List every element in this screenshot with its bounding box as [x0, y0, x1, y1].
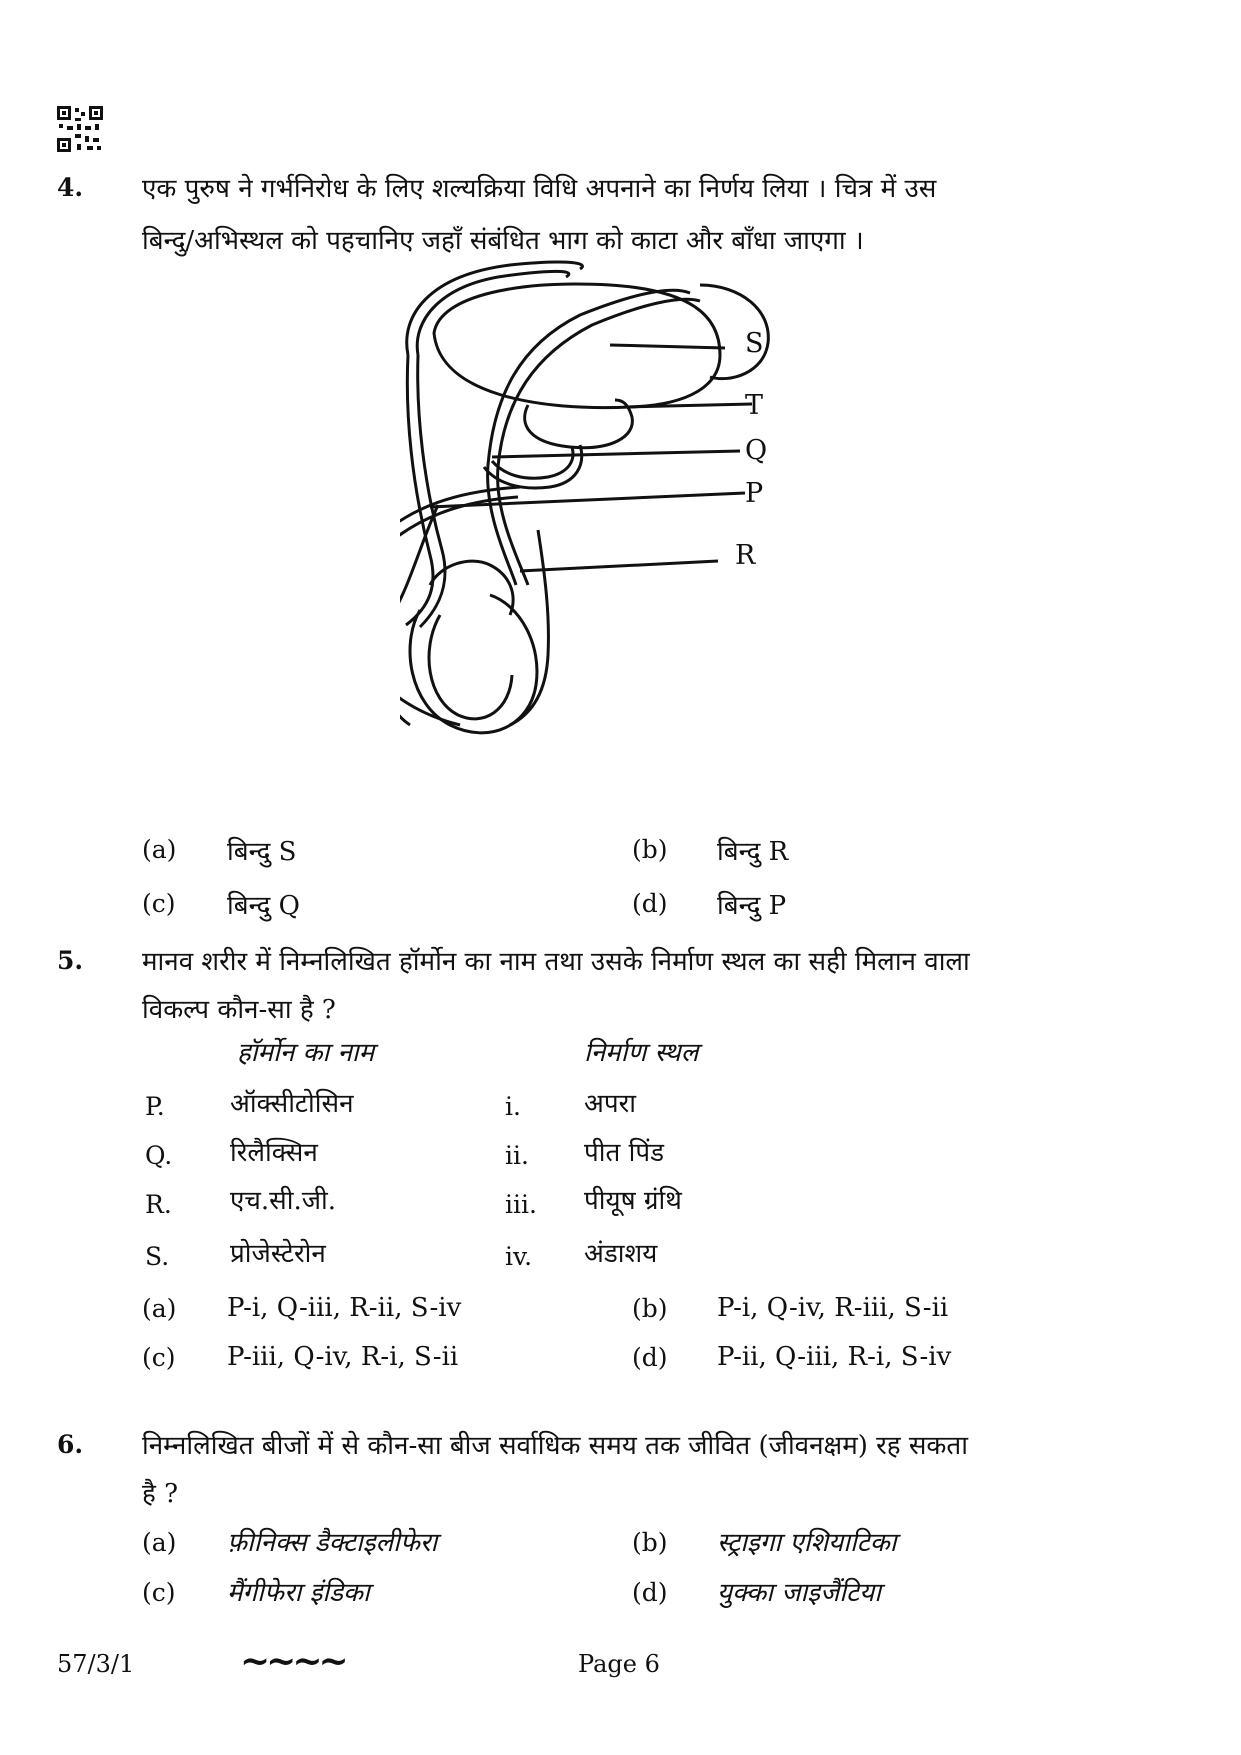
q6-option-b-label: (b)	[632, 1528, 668, 1557]
row-q-letter: Q.	[145, 1141, 173, 1170]
question-6-line-1: निम्नलिखित बीजों में से कौन-सा बीज सर्वाधिक समय तक जीवित (जीवनक्षम) रह सकता	[142, 1431, 968, 1461]
q4-option-d-text: बिन्दु P	[717, 891, 787, 921]
site-column-header: निर्माण स्थल	[584, 1038, 699, 1068]
pointer-line-r	[520, 561, 718, 571]
scrotum-base	[400, 675, 460, 725]
pointer-line-q	[492, 451, 740, 457]
q6-option-d-label: (d)	[632, 1578, 668, 1607]
q4-option-c-text: बिन्दु Q	[227, 891, 301, 921]
question-4-number: 4.	[57, 173, 84, 202]
q6-option-a-label: (a)	[142, 1528, 177, 1557]
q6-option-c-label: (c)	[142, 1578, 176, 1607]
diagram-label-q: Q	[745, 435, 768, 466]
ejaculatory-duct-outer	[488, 290, 690, 585]
q5-option-d-label: (d)	[632, 1343, 668, 1372]
q4-option-a-label: (a)	[142, 835, 177, 864]
right-contour	[510, 530, 548, 725]
paper-code: 57/3/1	[57, 1650, 135, 1678]
row-iv-numeral: iv.	[505, 1242, 533, 1271]
row-p-hormone: ऑक्सीटोसिन	[230, 1089, 354, 1119]
q5-option-d-text: P-ii, Q-iii, R-i, S-iv	[717, 1342, 952, 1372]
male-reproductive-diagram	[400, 255, 880, 815]
question-5-number: 5.	[57, 946, 84, 975]
q4-option-c-label: (c)	[142, 889, 176, 918]
q6-option-d-text: युक्का जाइजैंटिया	[717, 1578, 881, 1608]
q5-option-a-text: P-i, Q-iii, R-ii, S-iv	[227, 1293, 462, 1323]
hormone-column-header: हॉर्मोन का नाम	[237, 1038, 375, 1068]
page-number: Page 6	[578, 1650, 660, 1678]
question-6-line-2: है ?	[142, 1479, 179, 1509]
row-iv-site: अंडाशय	[584, 1239, 658, 1269]
question-6-number: 6.	[57, 1430, 84, 1459]
row-i-site: अपरा	[584, 1089, 637, 1119]
q4-option-d-label: (d)	[632, 889, 668, 918]
row-p-letter: P.	[145, 1092, 165, 1121]
pointer-line-p	[430, 493, 745, 507]
row-iii-site: पीयूष ग्रंथि	[584, 1186, 682, 1216]
row-r-hormone: एच.सी.जी.	[230, 1186, 337, 1216]
diagram-label-s: S	[745, 328, 764, 359]
question-4-line-2: बिन्दु/अभिस्थल को पहचानिए जहाँ संबंधित भाग को काटा और बाँधा जाएगा ।	[142, 226, 864, 256]
q6-option-c-text: मैंगीफेरा इंडिका	[227, 1578, 370, 1608]
row-ii-numeral: ii.	[505, 1141, 529, 1170]
wave-separator: ~~~~	[240, 1640, 345, 1682]
testis-inner-shape	[429, 615, 512, 719]
q6-option-b-text: स्ट्राइगा एशियाटिका	[717, 1528, 897, 1558]
q5-option-b-text: P-i, Q-iv, R-iii, S-ii	[717, 1293, 949, 1323]
q4-option-a-text: बिन्दु S	[227, 837, 297, 867]
pointer-line-s	[610, 345, 725, 348]
ejaculatory-duct-inner	[498, 299, 700, 585]
row-q-hormone: रिलैक्सिन	[230, 1138, 318, 1168]
q5-option-c-label: (c)	[142, 1343, 176, 1372]
row-ii-site: पीत पिंड	[584, 1138, 664, 1168]
row-r-letter: R.	[145, 1190, 172, 1219]
diagram-label-t: T	[745, 390, 764, 421]
question-5-line-2: विकल्प कौन-सा है ?	[142, 995, 336, 1025]
q5-option-c-text: P-iii, Q-iv, R-i, S-ii	[227, 1342, 459, 1372]
diagram-label-p: P	[745, 478, 764, 509]
q4-option-b-label: (b)	[632, 835, 668, 864]
diagram-label-r: R	[735, 540, 756, 571]
row-s-hormone: प्रोजेस्टेरोन	[230, 1239, 326, 1269]
loop-q-inner	[492, 447, 573, 478]
row-iii-numeral: iii.	[505, 1190, 537, 1219]
question-5-line-1: मानव शरीर में निम्नलिखित हॉर्मोन का नाम तथा उसके निर्माण स्थल का सही मिलान वाला	[142, 947, 970, 977]
row-i-numeral: i.	[505, 1092, 521, 1121]
q5-option-a-label: (a)	[142, 1294, 177, 1323]
qr-code-icon	[57, 106, 103, 152]
question-4-line-1: एक पुरुष ने गर्भनिरोध के लिए शल्यक्रिया विधि अपनाने का निर्णय लिया । चित्र में उस	[142, 174, 937, 204]
pointer-line-t	[625, 404, 752, 407]
q5-option-b-label: (b)	[632, 1294, 668, 1323]
q6-option-a-text: फ़ीनिक्स डैक्टाइलीफेरा	[227, 1528, 438, 1558]
row-s-letter: S.	[145, 1242, 170, 1271]
q4-option-b-text: बिन्दु R	[717, 837, 789, 867]
